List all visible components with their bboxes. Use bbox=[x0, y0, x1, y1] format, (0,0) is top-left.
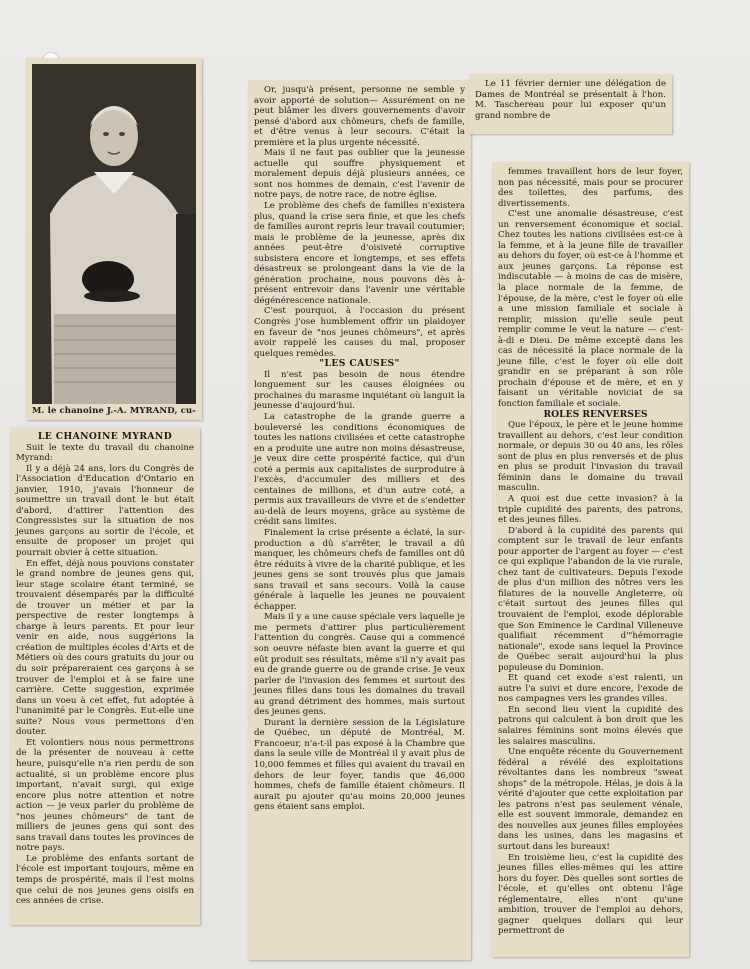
article-column-2 bbox=[248, 80, 471, 960]
article-column-3-top bbox=[469, 74, 672, 134]
portrait-figure bbox=[32, 64, 196, 404]
photo-caption: M. le chanoine J.-A. MYRAND, cu- bbox=[32, 406, 196, 416]
paragraph: C'est une anomalie désastreuse, c'est un renversement économique et social. Chez toutes les nations civilisées est-ce à la femme, et à la jeune fille de travailler au dehors du foyer, où est-ce à l'homme et aux jeunes garçons. La réponse est indiscutable — à moins de cas de misère, la place normale de la femme, de l'épouse, de la mère, c'est le foyer où elle a une mission familiale et sociale à remplir, mission qu'elle seule peut remplir comme le veut la nature — c'est-à-di e Dieu. De même excepté dans les cas de nécessité la place normale de la jeune fille, c'est le foyer où elle doit grandir en se préparant à son rôle prochain d'épouse et de mère, et en y faisant un véritable noviciat de sa fonction familiale et sociale. bbox=[498, 209, 683, 410]
paragraph: Le problème des enfants sortant de l'école est important toujours, même en temps de prospérité, mais il l'est moins que celui de nos jeunes gens oisifs en ces années de crise. bbox=[16, 853, 194, 907]
column-3-heading: ROLES RENVERSES bbox=[543, 408, 648, 420]
paragraph: Il y a déjà 24 ans, lors du Congrès de l'Association d'Education d'Ontario en janvier, 1910, j'avais l'honneur de soumettre un travail dont le but était d'abord, d'attirer l'attention des Congressistes sur la situation de nos jeunes garçons au sortir de l'école, et ensuite de proposer un projet qui pourrait obvier à cette situation. bbox=[16, 463, 194, 559]
column-1-heading: LE CHANOINE MYRAND bbox=[37, 431, 173, 442]
column-2-heading: "LES CAUSES" bbox=[319, 358, 400, 370]
paragraph: Durant la dernière session de la Législature de Québec, un député de Montréal, M. Francoeur, n'a-t-il pas exposé à la Chambre que dans la seule ville de Montréal il y avait plus de 10,000 femmes et filles qui avaient du travail en dehors de leur foyer, tandis que 46,000 hommes, chefs de famille étaient chômeurs. Il aurait pu ajouter qu'au moins 20,000 jeunes gens étaient sans emploi. bbox=[254, 717, 465, 813]
paragraph: En troisième lieu, c'est la cupidité des jeunes filles elles-mêmes qui les attire hors du foyer. Dès quelles sont sorties de l'école, et qu'elles ont obtenu l'âge réglementaire, elles n'ont qu'une ambition, trouver de l'emploi au dehors, gagner quelques dollars qui leur permettront de bbox=[498, 852, 683, 937]
paragraph: Mais il ne faut pas oublier que la jeunesse actuelle qui souffre physiquement et moralement depuis déjà plusieurs années, ce sont nos hommes de demain, c'est l'avenir de notre pays, de notre race, de notre église. bbox=[254, 148, 465, 201]
paragraph: femmes travaillent hors de leur foyer, non pas nécessité, mais pour se procurer des toilettes, des parfums, des divertissements. bbox=[498, 167, 683, 209]
article-column-3 bbox=[492, 162, 689, 957]
portrait-photo bbox=[32, 64, 196, 404]
article-column-1 bbox=[10, 427, 200, 925]
paragraph: Finalement la crise présente a éclaté, la sur-production a dû s'arrêter, le travail a dû manquer, les chômeurs chefs de familles ont dû être réduits à vivre de la charité publique, et les jeunes gens se sont trouvés plus que jamais sans travail et sans secours. Voilà la cause générale à laquelle les jeunes ne pouvaient échapper. bbox=[254, 527, 465, 612]
paragraph: A quoi est due cette invasion? à la triple cupidité des parents, des patrons, et des jeunes filles. bbox=[498, 493, 683, 526]
paragraph: Que l'époux, le père et le jeune homme travaillent au dehors, c'est leur condition normale, or depuis 30 ou 40 ans, les rôles sont de plus en plus renversés et de plus en plus se produit l'invasion du travail féminin dans le domaine du travail masculin. bbox=[498, 420, 683, 494]
paragraph: Or, jusqu'à présent, personne ne semble y avoir apporté de solution— Assurément on ne peut blâmer les divers gouvernements d'avoir pensé d'abord aux chômeurs, chefs de famille, et d'être venus à leur secours. C'était la première et la plus urgente nécessité. bbox=[254, 85, 465, 148]
paragraph: Le 11 février dernier une délégation de Dames de Montréal se présentait à l'hon. M. Taschereau pour lui exposer qu'un grand nombre de bbox=[475, 79, 666, 121]
paragraph: En second lieu vient la cupidité des patrons qui calculent à bon droit que les salaires féminins sont moins élevés que les salaires masculins. bbox=[498, 704, 683, 747]
paragraph: Mais il y a une cause spéciale vers laquelle je me permets d'attirer plus particulièrement l'attention du congrès. Cause qui a commencé son oeuvre néfaste bien avant la guerre et qui eût produit ses résultats, même s'il n'y avait pas eu de grande guerre ou de grande crise. Je veux parler de l'invasion des femmes et surtout des jeunes filles dans tous les domaines du travail au grand détriment des hommes, mais surtout des jeunes gens. bbox=[254, 612, 465, 718]
paragraph: Le problème des chefs de familles n'existera plus, quand la crise sera finie, et que les chefs de familles auront repris leur travail coutumier; mais le problème de la jeunesse, après dix années peut-être d'oisiveté corruptive subsistera encore et longtemps, et ses effets désastreux se prolongeant dans la vie de la génération prochaine, nous pouvons dès à-présent entrevoir dans l'avenir une véritable dégénérescence nationale. bbox=[254, 201, 465, 306]
paragraph: Et quand cet exode s'est ralenti, un autre l'a suivi et dure encore, l'exode de nos campagnes vers les grandes villes. bbox=[498, 673, 683, 705]
paragraph: La catastrophe de la grande guerre a bouleversé les conditions économiques de toutes les nations civilisées et cette catastrophe en a produite une autre non moins désastreuse, je veux dire cette prospérité factice, qui d'un coté a permis aux capitalistes de surproduire à l'excès, d'accumuler des milliers et des centaines de millions, et d'un autre coté, a permis aux travailleurs de vivre et de s'endetter au-delà de leurs moyens, grâce au système de crédit sans limites. bbox=[254, 411, 465, 528]
paragraph: En effet, déjà nous pouvions constater le grand nombre de jeunes gens qui, leur stage scolaire étant terminé, se trouvaient désemparés par la difficulté de trouver un métier et par la perspective de rester longtemps à charge à leurs parents. Et pour leur venir en aide, nous suggérions la création de multiples écoles d'Arts et de Métiers où des cours gratuits du jour ou du soir prépareraient ces garçons à se trouver de l'emploi et à se faire une carrière. Cette suggestion, exprimée dans un voeu à cet effet, fut adoptée à l'unanimité par le Congrès. Eut-elle une suite? Nous vous permettons d'en douter. bbox=[16, 558, 194, 738]
paragraph: Il n'est pas besoin de nous étendre longuement sur les causes éloignées ou prochaines du marasme inquiétant où languit la jeunesse d'aujourd'hui. bbox=[254, 369, 465, 412]
photo-clipping bbox=[26, 58, 202, 420]
paragraph: Suit le texte du travail du chanoine Myrand: bbox=[16, 442, 194, 464]
paragraph: Et volontiers nous nous permettrons de la présenter de nouveau à cette heure, puisqu'elle n'a rien perdu de son actualité, si un problème encore plus important, n'avait surgi, qui exige encore plus notre attention et notre action — je veux parler du problème de "nos jeunes chômeurs" de tant de milliers de jeunes gens qui sont des sans travail dans toutes les provinces de notre pays. bbox=[16, 737, 194, 854]
paragraph: C'est pourquoi, à l'occasion du présent Congrès j'ose humblement offrir un plaidoyer en faveur de "nos jeunes chômeurs", et après avoir rappelé les causes du mal, proposer quelques remèdes. bbox=[254, 306, 465, 359]
paragraph: Une enquête récente du Gouvernement fédéral a révélé des exploitations révoltantes dans les nombreux "sweat shops" de la métropole. Hélas, je dois à la vérité d'ajouter que cette exploitation par les patrons n'est pas seulement vénale, elle est souvent immorale, demandez en des nouvelles aux jeunes filles employées dans les usines, dans les magasins et surtout dans les bureaux! bbox=[498, 747, 683, 852]
paragraph: D'abord à la cupidité des parents qui comptent sur le travail de leur enfants pour apporter de l'argent au foyer — c'est ce qui explique l'abandon de la vie rurale, chez tant de cultivateurs. Depuis l'exode de plus d'un million des nôtres vers les filatures de la nouvelle Angleterre, où c'était surtout des jeunes filles qui trouvaient de l'emploi, exode déplorable que Son Eminence le Cardinal Villeneuve qualifiait récemment d'"hémorragie nationale", exode sans lequel la Province de Québec serait aujourd'hui la plus populeuse du Dominion. bbox=[498, 525, 683, 673]
